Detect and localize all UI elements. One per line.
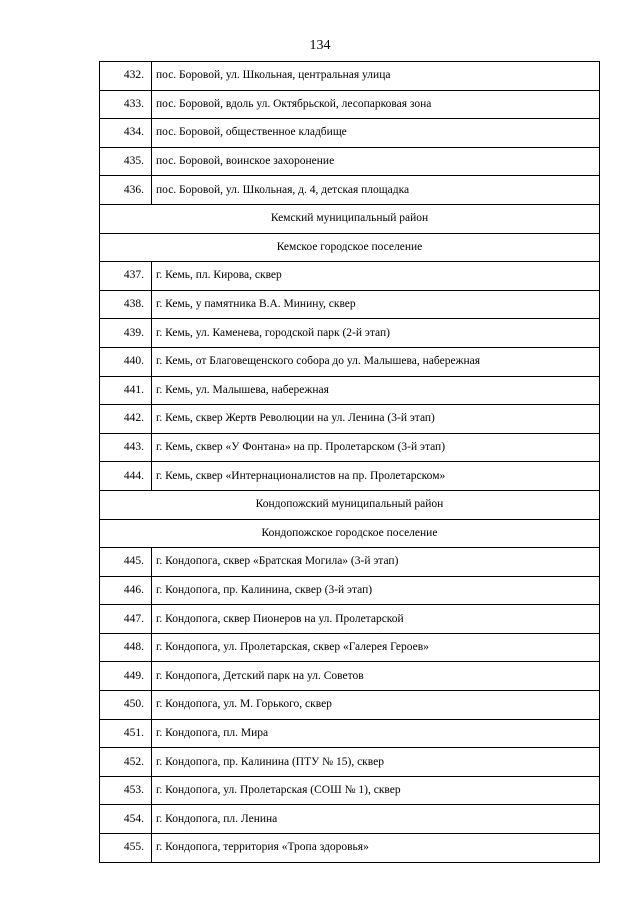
table-row — [100, 119, 600, 148]
row-number: 441. — [100, 376, 152, 405]
territories-table-body — [100, 62, 600, 863]
row-number: 445. — [100, 548, 152, 577]
row-number: 436. — [100, 176, 152, 205]
territory-name: г. Кондопога, ул. М. Горького, сквер — [152, 691, 600, 720]
territory-name: г. Кемь, сквер «У Фонтана» на пр. Пролетарском (3-й этап) — [152, 433, 600, 462]
table-row — [100, 691, 600, 720]
row-number: 437. — [100, 262, 152, 291]
row-number: 433. — [100, 90, 152, 119]
territory-name: г. Кемь, ул. Каменева, городской парк (2-й этап) — [152, 319, 600, 348]
row-number: 451. — [100, 719, 152, 748]
row-number: 439. — [100, 319, 152, 348]
territory-name: г. Кемь, от Благовещенского собора до ул. Малышева, набережная — [152, 347, 600, 376]
territory-name: пос. Боровой, общественное кладбище — [152, 119, 600, 148]
table-row — [100, 262, 600, 291]
territory-name: г. Кондопога, ул. Пролетарская (СОШ № 1), сквер — [152, 776, 600, 805]
territory-name: г. Кондопога, пл. Мира — [152, 719, 600, 748]
section-heading: Кемское городское поселение — [100, 233, 600, 262]
territory-name: пос. Боровой, вдоль ул. Октябрьской, лесопарковая зона — [152, 90, 600, 119]
row-number: 432. — [100, 62, 152, 91]
table-row — [100, 347, 600, 376]
table-row — [100, 462, 600, 491]
territory-name: г. Кемь, пл. Кирова, сквер — [152, 262, 600, 291]
territories-table — [99, 61, 600, 863]
table-row — [100, 633, 600, 662]
territory-name: пос. Боровой, ул. Школьная, д. 4, детская площадка — [152, 176, 600, 205]
section-heading-row — [100, 204, 600, 233]
row-number: 453. — [100, 776, 152, 805]
table-row — [100, 90, 600, 119]
territory-name: г. Кондопога, сквер Пионеров на ул. Пролетарской — [152, 605, 600, 634]
table-row — [100, 748, 600, 777]
section-heading-row — [100, 233, 600, 262]
table-row — [100, 776, 600, 805]
section-heading: Кемский муниципальный район — [100, 204, 600, 233]
territory-name: пос. Боровой, воинское захоронение — [152, 147, 600, 176]
territory-name: г. Кемь, сквер «Интернационалистов на пр. Пролетарском» — [152, 462, 600, 491]
table-row — [100, 576, 600, 605]
page-number: 134 — [309, 38, 331, 53]
row-number: 438. — [100, 290, 152, 319]
table-row — [100, 147, 600, 176]
territory-name: г. Кондопога, ул. Пролетарская, сквер «Галерея Героев» — [152, 633, 600, 662]
territory-name: г. Кондопога, Детский парк на ул. Советов — [152, 662, 600, 691]
row-number: 454. — [100, 805, 152, 834]
table-row — [100, 176, 600, 205]
territory-name: г. Кондопога, пр. Калинина (ПТУ № 15), сквер — [152, 748, 600, 777]
territory-name: пос. Боровой, ул. Школьная, центральная улица — [152, 62, 600, 91]
table-row — [100, 834, 600, 863]
row-number: 446. — [100, 576, 152, 605]
territory-name: г. Кондопога, территория «Тропа здоровья» — [152, 834, 600, 863]
row-number: 440. — [100, 347, 152, 376]
row-number: 442. — [100, 405, 152, 434]
table-row — [100, 805, 600, 834]
row-number: 443. — [100, 433, 152, 462]
table-row — [100, 376, 600, 405]
row-number: 444. — [100, 462, 152, 491]
table-row — [100, 405, 600, 434]
table-row — [100, 433, 600, 462]
row-number: 435. — [100, 147, 152, 176]
territory-name: г. Кемь, ул. Малышева, набережная — [152, 376, 600, 405]
table-row — [100, 319, 600, 348]
territory-name: г. Кемь, у памятника В.А. Минину, сквер — [152, 290, 600, 319]
territory-name: г. Кондопога, пл. Ленина — [152, 805, 600, 834]
row-number: 450. — [100, 691, 152, 720]
table-row — [100, 548, 600, 577]
territory-name: г. Кондопога, пр. Калинина, сквер (3-й этап) — [152, 576, 600, 605]
territory-name: г. Кемь, сквер Жертв Революции на ул. Ленина (3-й этап) — [152, 405, 600, 434]
row-number: 447. — [100, 605, 152, 634]
section-heading: Кондопожский муниципальный район — [100, 490, 600, 519]
section-heading-row — [100, 490, 600, 519]
row-number: 434. — [100, 119, 152, 148]
row-number: 449. — [100, 662, 152, 691]
row-number: 455. — [100, 834, 152, 863]
table-row — [100, 662, 600, 691]
section-heading: Кондопожское городское поселение — [100, 519, 600, 548]
row-number: 448. — [100, 633, 152, 662]
row-number: 452. — [100, 748, 152, 777]
territory-name: г. Кондопога, сквер «Братская Могила» (3-й этап) — [152, 548, 600, 577]
table-row — [100, 719, 600, 748]
table-row — [100, 62, 600, 91]
table-row — [100, 290, 600, 319]
section-heading-row — [100, 519, 600, 548]
table-row — [100, 605, 600, 634]
